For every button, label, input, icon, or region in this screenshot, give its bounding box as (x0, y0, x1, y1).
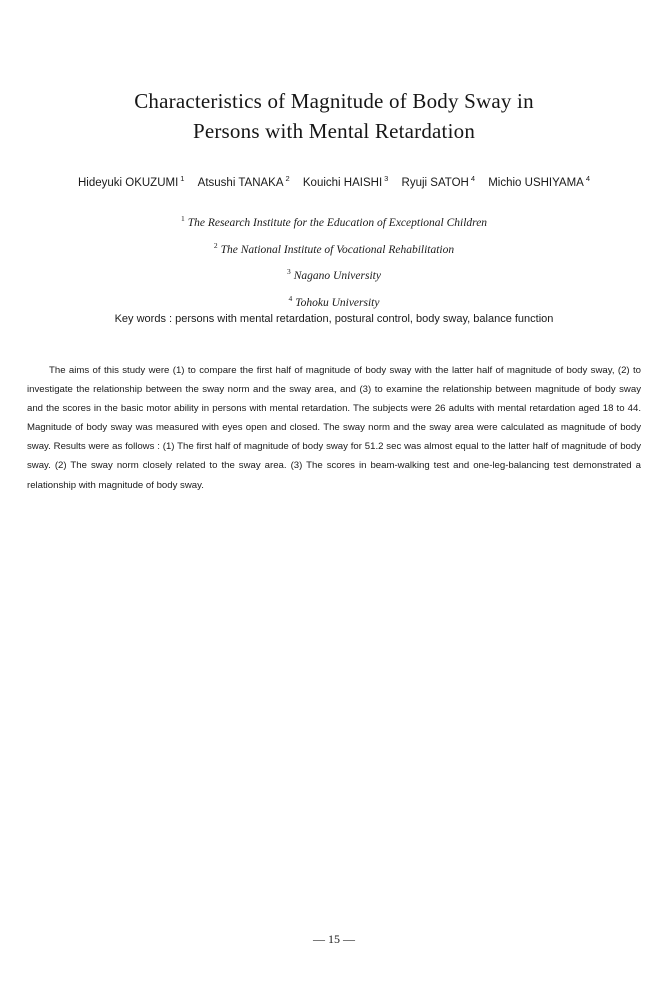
paper-title-line-1: Characteristics of Magnitude of Body Sway in (134, 89, 534, 113)
author: Michio USHIYAMA $^4$ (488, 174, 591, 189)
author-list (0, 171, 668, 191)
author: Ryuji SATOH $^4$ (401, 174, 476, 189)
affiliation: $^1$ The Research Institute for the Education of Exceptional Children (180, 214, 488, 229)
affiliation: $^2$ The National Institute of Vocational Rehabilitation (213, 240, 455, 256)
author: Atsushi TANAKA $^2$ (197, 174, 290, 189)
affiliation-list (0, 208, 668, 314)
affiliation: $^3$ Nagano University (287, 267, 381, 282)
affiliation: $^4$ Tohoku University (288, 293, 380, 309)
author: Kouichi HAISHI $^3$ (302, 174, 389, 189)
keywords: Key words : persons with mental retardation, postural control, body sway, balance function (114, 313, 554, 325)
paper-title-line-2: Persons with Mental Retardation (192, 119, 476, 143)
abstract: The aims of this study were (1) to compare the first half of magnitude of body sway with the latter half of magnitude of body sway, (2) to investigate the relationship between the sway norm and the sway area, and (3) to examine the relationship between magnitude of body sway and the scores in the basic motor ability in persons with mental retardation. The subjects were 26 adults with mental retardation aged 18 to 44. Magnitude of body sway was measured with eyes open and closed. The sway norm and the sway area were calculated as magnitude of body sway. Results were as follows : (1) The first half of magnitude of body sway for 51.2 sec was almost equal to the latter half of magnitude of body sway. (2) The sway norm closely related to the sway area. (3) The scores in beam-walking test and one-leg-balancing test demonstrated a relationship with magnitude of body sway. (27, 365, 641, 491)
author: Hideyuki OKUZUMI $^1$ (77, 174, 185, 189)
page-number: — 15 — (313, 932, 355, 946)
